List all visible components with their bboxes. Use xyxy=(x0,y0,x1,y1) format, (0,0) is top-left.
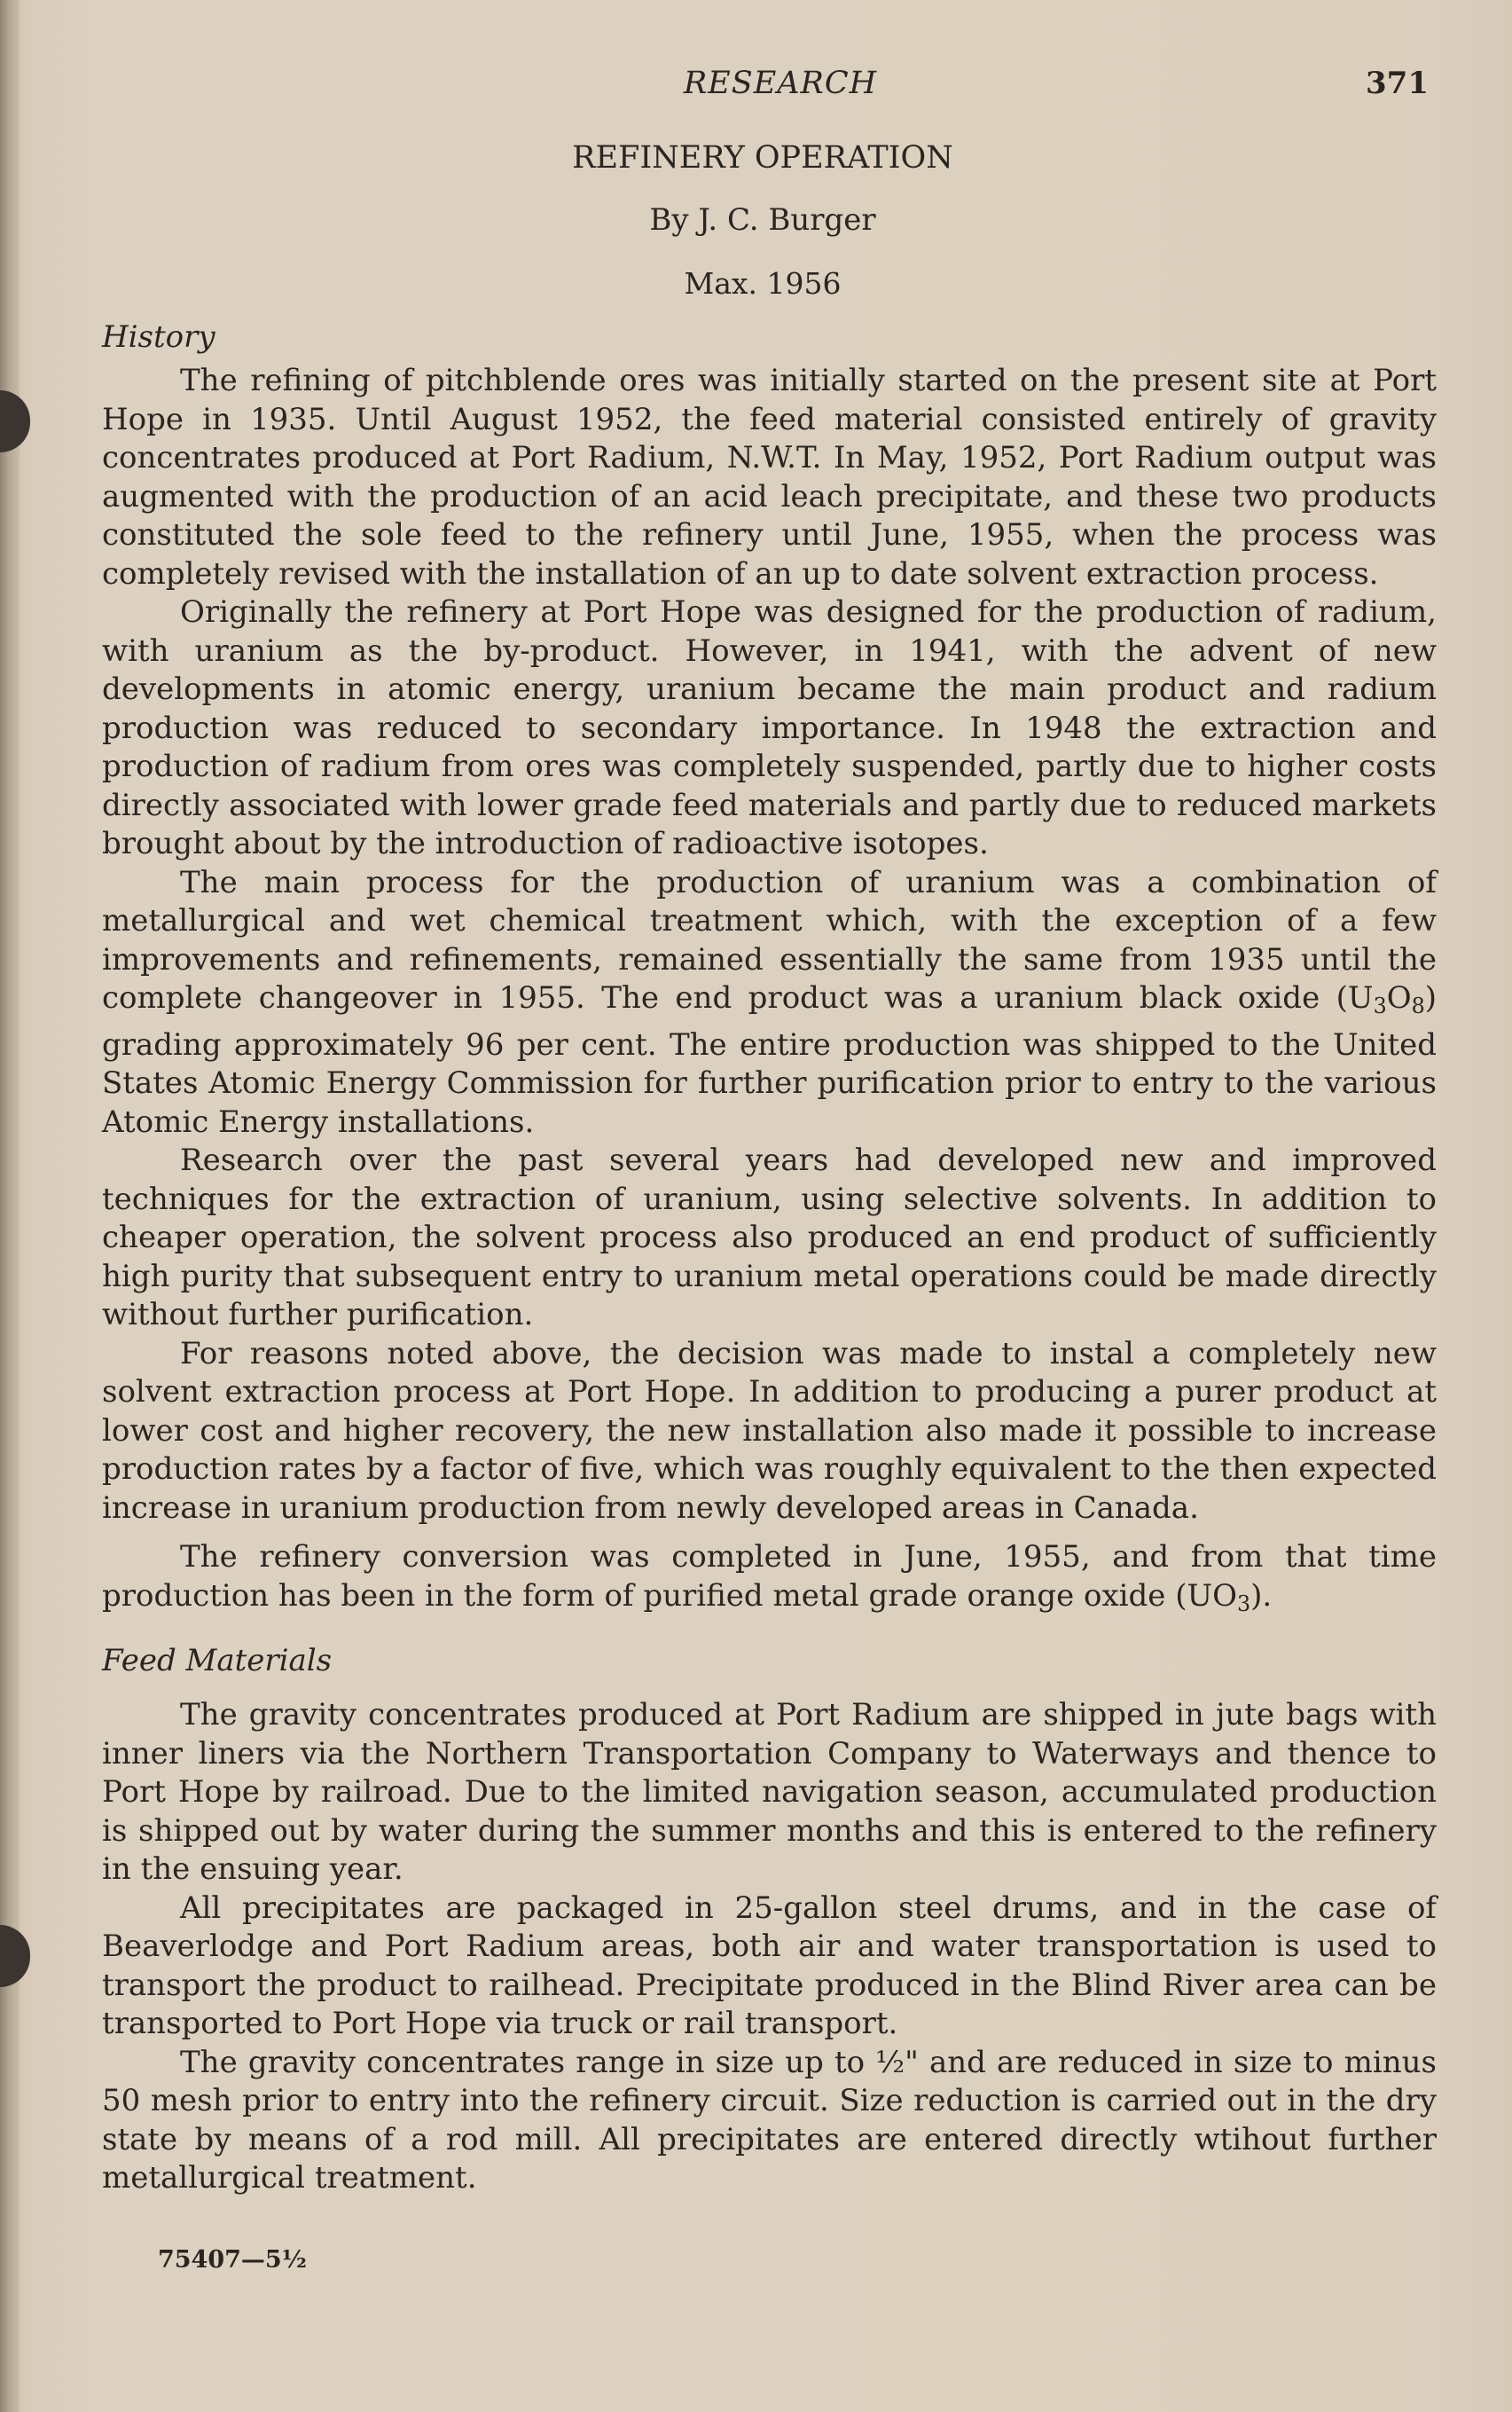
article-byline: By J. C. Burger xyxy=(649,202,876,238)
binding-spine xyxy=(0,0,20,2412)
paragraph xyxy=(102,1538,1437,1623)
subscript: 3 xyxy=(1237,1591,1251,1616)
article-title: REFINERY OPERATION xyxy=(572,140,953,176)
paragraph: Research over the past several years had developed new and improved techniques for the extraction of uranium, using selective solvents. In addition to cheaper operation, the solvent process also produced an end product of sufficiently high purity that subsequent entry to uranium metal operations could be made directly without further purification. xyxy=(102,1143,1437,1332)
section-heading-history: History xyxy=(102,319,215,355)
running-head xyxy=(0,66,1512,105)
article-date: Max. 1956 xyxy=(684,266,842,301)
paragraph: The gravity concentrates produced at Port Radium are shipped in jute bags with inner liners via the Northern Transportation Company to Waterways and thence to Port Hope by railroad. Due to the limited navigation season, accumulated production is shipped out by water during the summer months and this is entered to the refinery in the ensuing year. xyxy=(102,1697,1437,1887)
section-heading-feed-materials: Feed Materials xyxy=(102,1643,333,1678)
paragraph-text: The main process for the production of uranium was a combination of metallurgical and wet chemical treatment which, with the exception of a few improvements and refinements, remained essentially the same from 1935 until the complete changeover in 1955. The end product was a uranium black oxide (U xyxy=(102,864,1437,1016)
spacer xyxy=(102,1528,1437,1538)
subscript: 3 xyxy=(1373,994,1387,1018)
paragraph: For reasons noted above, the decision was made to instal a completely new solvent extraction process at Port Hope. In addition to producing a purer product at lower cost and higher recovery, the new installation also made it possible to increase production rates by a factor of five, which was roughly equivalent to the then expected increase in uranium production from newly developed areas in Canada. xyxy=(102,1335,1437,1526)
paragraph: Originally the refinery at Port Hope was designed for the production of radium, with uranium as the by-product. However, in 1941, with the advent of new developments in atomic energy, uranium became the main product and radium production was reduced to secondary importance. In 1948 the extraction and production of radium from ores was completely suspended, partly due to higher costs directly associated with lower grade feed materials and partly due to reduced markets brought about by the introduction of radioactive isotopes. xyxy=(102,594,1437,861)
paragraph-text: The refinery conversion was completed in June, 1955, and from that time production has been in the form of purified metal grade orange oxide (UO xyxy=(102,1539,1437,1614)
page-number: 371 xyxy=(1366,66,1429,101)
paragraph-text: O xyxy=(1386,980,1412,1016)
paragraph: The refining of pitchblende ores was initially started on the present site at Port Hope in 1935. Until August 1952, the feed material consisted entirely of gravity concentrates produced at Port Radium, N.W.T. In May, 1952, Port Radium output was augmented with the production of an acid leach precipitate, and these two products constituted the sole feed to the refinery until June, 1955, when the process was completely revised with the installation of an up to date solvent extraction process. xyxy=(102,363,1437,592)
print-code: 75407—5½ xyxy=(158,2246,307,2274)
spacer xyxy=(102,1685,1437,1696)
subscript: 8 xyxy=(1411,994,1425,1018)
spacer xyxy=(102,1623,1437,1643)
paragraph: The gravity concentrates range in size up to ½" and are reduced in size to minus 50 mesh prior to entry into the refinery circuit. Size reduction is carried out in the dry state by means of a rod mill. All precipitates are entered directly wtihout further metallurgical treatment. xyxy=(102,2044,1437,2196)
punch-hole-upper xyxy=(0,390,30,452)
running-head-title: RESEARCH xyxy=(683,66,878,101)
paragraph xyxy=(102,864,1437,1143)
article-body xyxy=(102,319,1437,2198)
paragraph-text: ). xyxy=(1250,1577,1273,1614)
paragraph-text: ) grading approximately 96 per cent. The entire production was shipped to the United States Atomic Energy Commission for further purification prior to entry to the various Atomic Energy installations. xyxy=(102,980,1437,1140)
punch-hole-lower xyxy=(0,1925,30,1987)
paragraph: All precipitates are packaged in 25-gallon steel drums, and in the case of Beaverlodge and Port Radium areas, both air and water transportation is used to transport the product to railhead. Precipitate produced in the Blind River area can be transported to Port Hope via truck or rail transport. xyxy=(102,1890,1437,2041)
